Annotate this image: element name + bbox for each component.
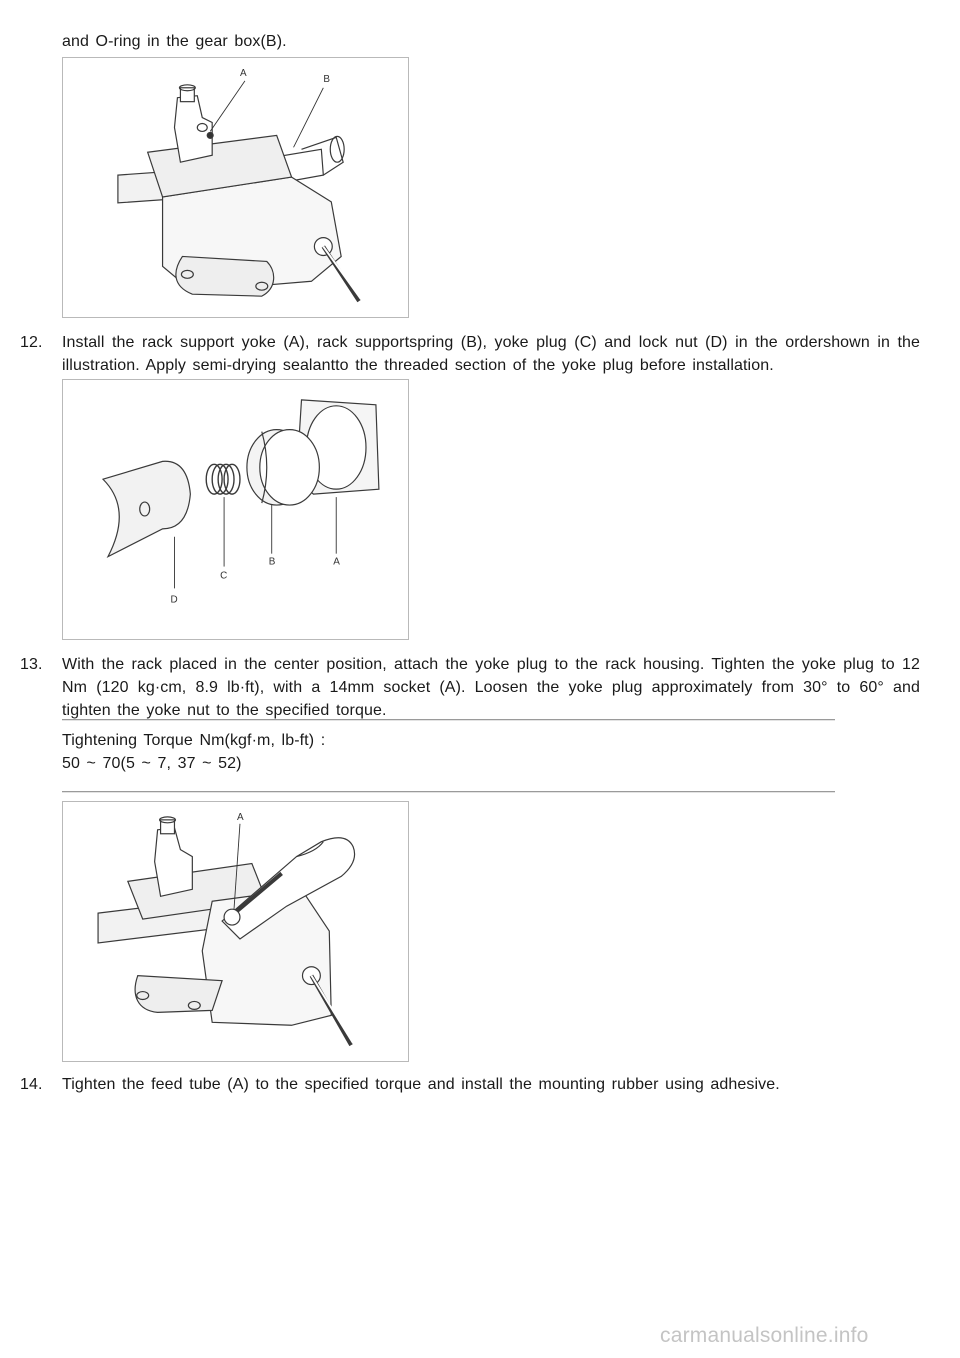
label-A: A bbox=[333, 556, 340, 568]
step-12 bbox=[20, 331, 920, 377]
spec-bottom-rule bbox=[62, 791, 835, 793]
label-A: A bbox=[236, 811, 244, 823]
figure-gearbox-oring bbox=[62, 57, 409, 318]
torque-value: 50 ~ 70(5 ~ 7, 37 ~ 52) bbox=[62, 755, 242, 772]
label-B: B bbox=[323, 73, 330, 85]
step-text: With the rack placed in the center position, attach the yoke plug to the rack housing. Tighten the yoke plug to 12 Nm (120 kg·cm, 8.9 lb·ft), with a 14mm socket (A). Loosen the yoke plug approximately from 30° to 60° and tighten the yoke nut to the specified torque. bbox=[62, 656, 920, 719]
torque-spec-box bbox=[62, 719, 835, 793]
step-14 bbox=[20, 1073, 920, 1096]
label-D: D bbox=[170, 594, 178, 606]
label-A: A bbox=[239, 67, 247, 79]
step-number: 14. bbox=[20, 1076, 43, 1093]
yoke-torque-illustration bbox=[63, 802, 408, 1061]
step-text: Tighten the feed tube (A) to the specified torque and install the mounting rubber using adhesive. bbox=[62, 1076, 780, 1093]
torque-label: Tightening Torque Nm(kgf·m, lb-ft) : bbox=[62, 732, 326, 749]
step-13 bbox=[20, 653, 920, 722]
label-B: B bbox=[268, 556, 276, 568]
figure-yoke-torque bbox=[62, 801, 409, 1062]
step-text: Install the rack support yoke (A), rack supportspring (B), yoke plug (C) and lock nut (D) in the ordershown in the illustration. Apply semi-drying sealantto the threaded section of the yoke plug before installation. bbox=[62, 334, 920, 374]
intro-continuation: and O-ring in the gear box(B). bbox=[62, 33, 287, 50]
yoke-parts-illustration bbox=[63, 380, 408, 639]
gearbox-illustration bbox=[63, 58, 408, 317]
figure-yoke-parts bbox=[62, 379, 409, 640]
step-number: 12. bbox=[20, 334, 43, 351]
step-number: 13. bbox=[20, 656, 43, 673]
label-C: C bbox=[220, 570, 228, 582]
watermark-text: carmanualsonline.info bbox=[660, 1324, 869, 1347]
